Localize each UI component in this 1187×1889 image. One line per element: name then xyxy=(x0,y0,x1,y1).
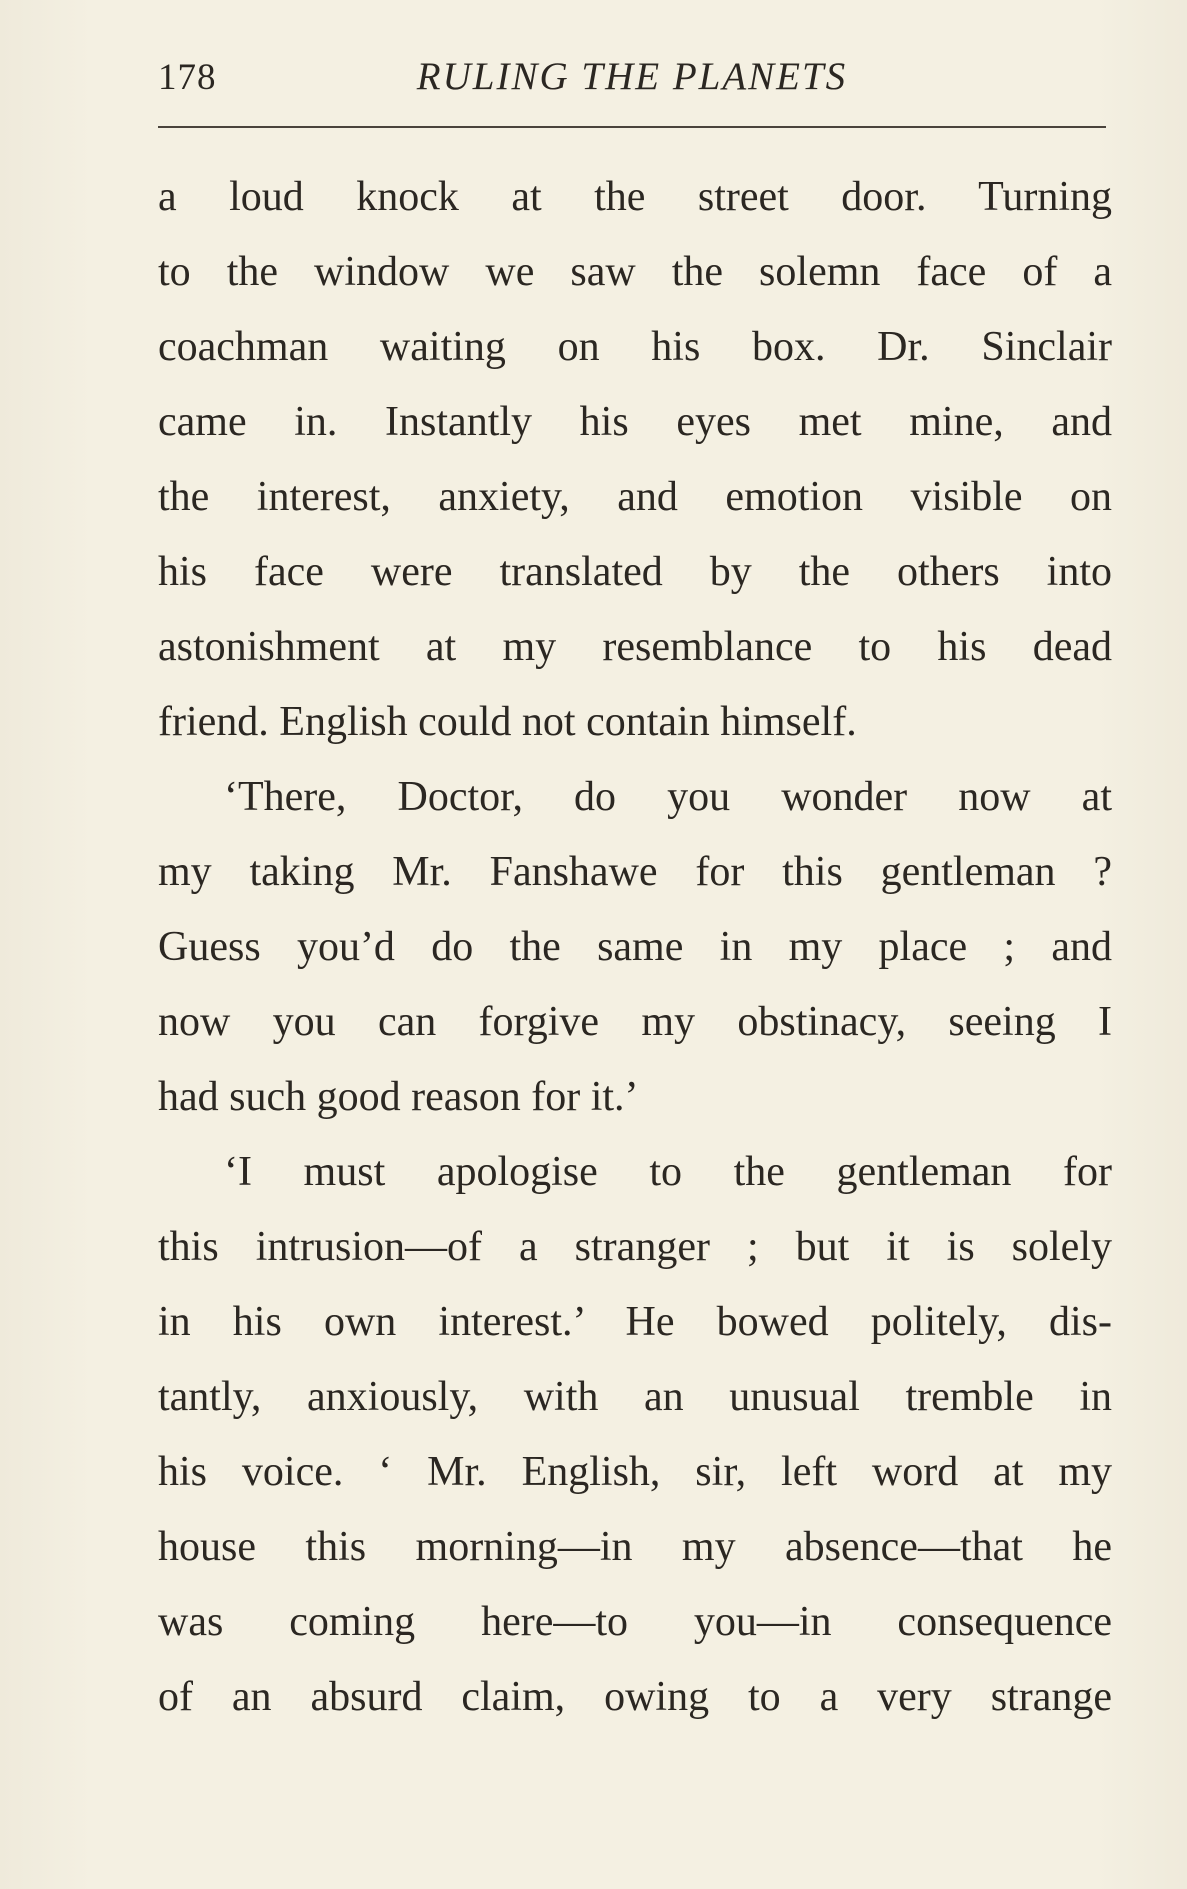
text-line: ‘There, Doctor, do you wonder now at xyxy=(224,774,1112,820)
text-line: this intrusion—of a stranger ; but it is solely xyxy=(158,1224,1112,1270)
text-line: tantly, anxiously, with an unusual tremble in xyxy=(158,1374,1112,1420)
text-line: his face were translated by the others into xyxy=(158,549,1112,595)
text-line: his voice. ‘ Mr. English, sir, left word at my xyxy=(158,1449,1112,1495)
text-line: now you can forgive my obstinacy, seeing I xyxy=(158,999,1112,1045)
text-line: house this morning—in my absence—that he xyxy=(158,1524,1112,1570)
text-line: the interest, anxiety, and emotion visible on xyxy=(158,474,1112,520)
header-rule xyxy=(158,126,1106,128)
page-number: 178 xyxy=(158,57,217,98)
text-line: my taking Mr. Fanshawe for this gentleman ? xyxy=(158,849,1112,895)
running-title: RULING THE PLANETS xyxy=(416,55,848,98)
text-line: a loud knock at the street door. Turning xyxy=(158,174,1112,220)
body-text xyxy=(158,160,1112,1735)
text-line: had such good reason for it.’ xyxy=(158,1074,639,1120)
text-line: coachman waiting on his box. Dr. Sinclair xyxy=(158,324,1112,370)
text-line: friend. English could not contain himself. xyxy=(158,699,857,745)
text-line: was coming here—to you—in consequence xyxy=(158,1599,1112,1645)
running-head xyxy=(158,52,1106,102)
text-line: came in. Instantly his eyes met mine, and xyxy=(158,399,1112,445)
text-line: in his own interest.’ He bowed politely, dis- xyxy=(158,1299,1112,1345)
text-line: ‘I must apologise to the gentleman for xyxy=(224,1149,1112,1195)
text-line: astonishment at my resemblance to his dead xyxy=(158,624,1112,670)
text-line: Guess you’d do the same in my place ; and xyxy=(158,924,1112,970)
text-line: of an absurd claim, owing to a very strange xyxy=(158,1674,1112,1720)
text-line: to the window we saw the solemn face of a xyxy=(158,249,1112,295)
